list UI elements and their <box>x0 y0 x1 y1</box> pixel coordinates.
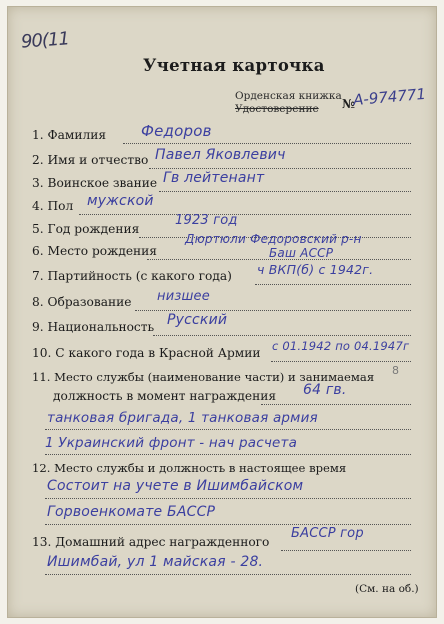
field-service-value-2: танковая бригада, 1 танковая армия <box>47 410 318 426</box>
field-name-label: 2. Имя и отчество <box>32 153 149 167</box>
field-current-service-line-2 <box>45 524 411 525</box>
order-book-label-text: Орденская книжка <box>235 90 342 102</box>
field-nationality-line <box>153 335 411 336</box>
field-service-value-3: 1 Украинский фронт - нач расчета <box>45 435 298 451</box>
field-education-line <box>135 310 411 311</box>
field-sex-label: 4. Пол <box>32 199 74 213</box>
field-sex-value: мужской <box>87 193 154 209</box>
order-book-label <box>235 90 342 116</box>
field-birth-year-label: 5. Год рождения <box>32 222 140 236</box>
field-current-service-label: 12. Место службы и должность в настоящее время <box>32 461 347 475</box>
field-party-value: ч ВКП(б) с 1942г. <box>257 262 374 277</box>
see-reverse-note: (См. на об.) <box>355 583 419 595</box>
field-army-since-label: 10. С какого года в Красной Армии <box>32 346 261 360</box>
field-education-value: низшее <box>157 289 210 304</box>
field-current-service-value: Состоит на учете в Ишимбайском <box>47 478 304 494</box>
order-book-number-prefix: № <box>342 97 356 111</box>
field-name-value: Павел Яковлевич <box>155 147 286 163</box>
field-nationality-label: 9. Национальность <box>32 320 155 334</box>
field-rank-value: Гв лейтенант <box>163 170 265 186</box>
field-birthplace-value: Дюртюли Федоровский р-н <box>185 232 362 246</box>
order-book-number: А-974771 <box>352 84 427 110</box>
field-service-label-2: должность в момент награждения <box>53 389 277 403</box>
field-service-line-3 <box>45 454 411 455</box>
field-sex-line <box>79 214 411 215</box>
field-birth-year-value: 1923 год <box>175 213 238 228</box>
field-address-value: БАССР гор <box>291 526 364 541</box>
field-army-since-value: с 01.1942 по 04.1947г <box>272 339 410 353</box>
field-service-line-2 <box>45 429 411 430</box>
field-current-service-value-2: Горвоенкомате БАССР <box>47 504 216 520</box>
record-card <box>7 6 437 618</box>
certificate-label-struck: Удостоверение <box>235 103 319 115</box>
archive-number: 90(11 <box>20 28 70 53</box>
field-army-since-line <box>271 361 411 362</box>
field-address-line-1 <box>281 550 411 551</box>
field-service-line-1 <box>261 404 411 405</box>
field-address-label: 13. Домашний адрес награжденного <box>32 535 270 549</box>
field-nationality-value: Русский <box>167 312 228 328</box>
field-service-value: 64 гв. <box>303 382 347 398</box>
field-party-line <box>255 284 411 285</box>
field-rank-label: 3. Воинское звание <box>32 176 158 190</box>
field-name-line <box>149 168 411 169</box>
field-address-value-2: Ишимбай, ул 1 майская - 28. <box>47 554 264 570</box>
field-surname-line <box>123 143 411 144</box>
field-service-label: 11. Место службы (наименование части) и занимаемая <box>32 370 375 384</box>
field-current-service-line-1 <box>45 498 411 499</box>
field-party-label: 7. Партийность (с какого года) <box>32 269 232 283</box>
field-surname-label: 1. Фамилия <box>32 128 107 142</box>
field-rank-line <box>159 191 411 192</box>
pencil-mark: 8 <box>392 364 399 377</box>
card-title: Учетная карточка <box>143 56 325 75</box>
field-birthplace-label: 6. Место рождения <box>32 244 157 258</box>
field-birthplace-value-2: Баш АССР <box>269 246 334 260</box>
field-surname-value: Федоров <box>141 122 212 140</box>
field-address-line-2 <box>45 574 411 575</box>
field-education-label: 8. Образование <box>32 295 132 309</box>
